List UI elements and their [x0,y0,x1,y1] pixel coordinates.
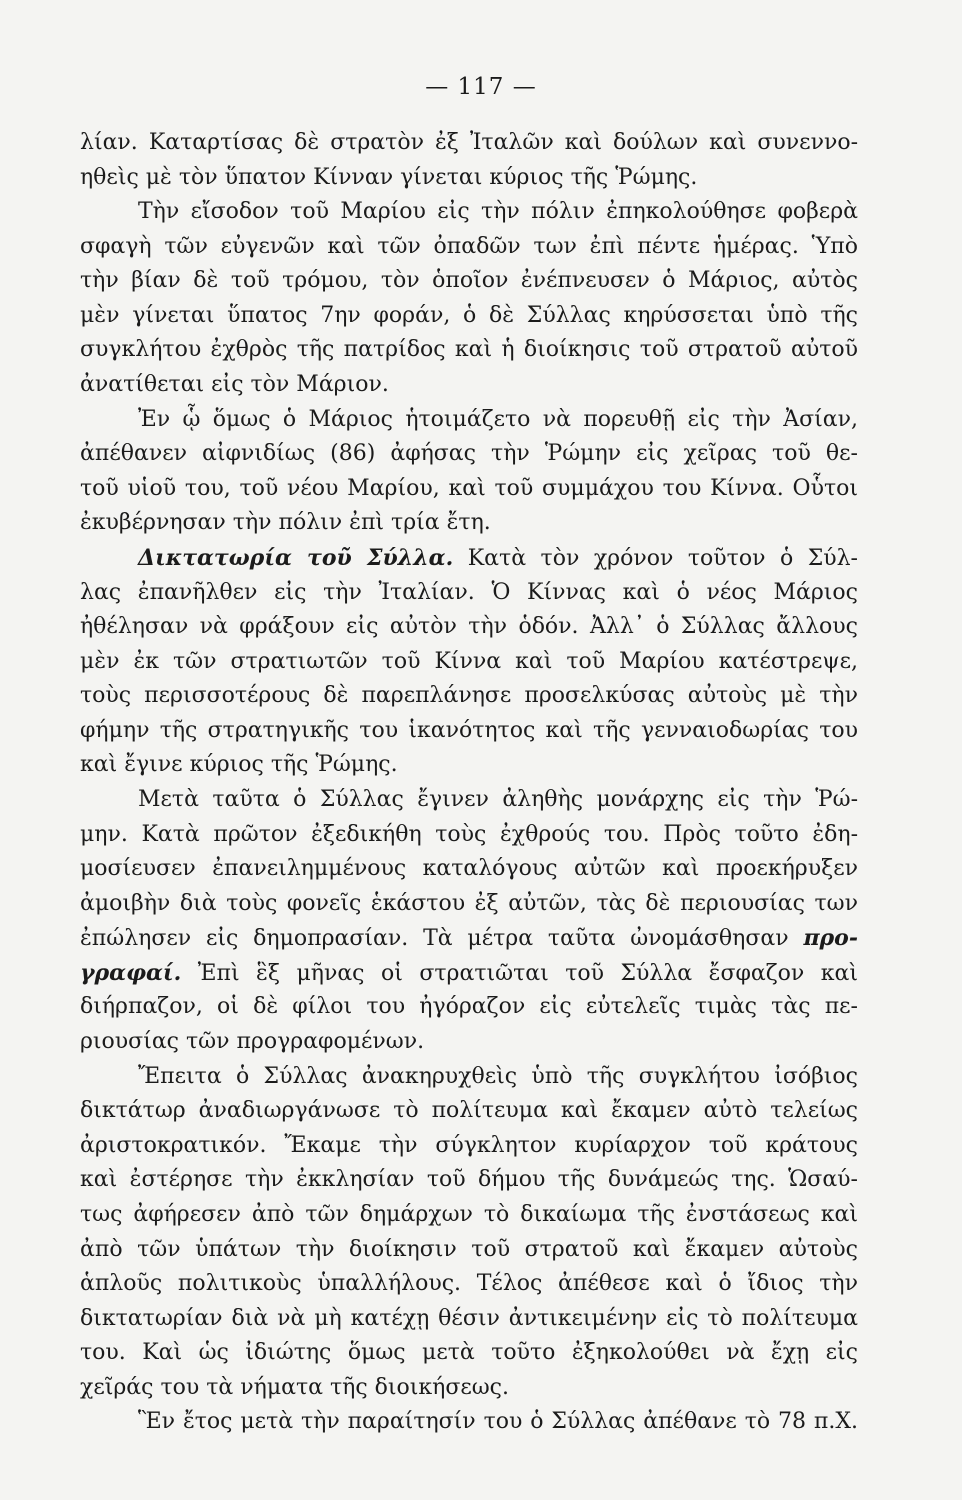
line-text: διήρπαζον, οἱ δὲ φίλοι του ἠγόραζον εἰς εὐτελεῖς τιμὰς τὰς πε- [80,994,858,1020]
text-line [80,368,858,403]
line-text: δικτάτωρ ἀναδιωργάνωσε τὸ πολίτευμα καὶ ἔκαμεν αὐτὸ τελείως [80,1098,858,1124]
text-line [80,1094,858,1129]
line-text: ἐπώλησεν εἰς δημοπρασίαν. Τὰ μέτρα ταῦτα ὠνομάσθησαν [80,926,804,952]
line-text: μὲν γίνεται ὕπατος 7ην φοράν, ὁ δὲ Σύλλας κηρύσσεται ὑπὸ τῆς [80,302,858,328]
text-line [80,1371,858,1406]
text-line [80,1267,858,1302]
line-text: συγκλήτου ἐχθρὸς τῆς πατρίδος καὶ ἡ διοίκησις τοῦ στρατοῦ αὐτοῦ [80,337,858,363]
text-line [80,783,858,818]
text-line [80,1025,858,1060]
line-text: τὴν βίαν δὲ τοῦ τρόμου, τὸν ὁποῖον ἐνέπνευσεν ὁ Μάριος, αὐτὸς [80,268,858,294]
line-text: ἁπλοῦς πολιτικοὺς ὑπαλλήλους. Τέλος ἀπέθεσε καὶ ὁ ἴδιος τὴν [80,1271,858,1297]
text-line [80,1336,858,1371]
text-line [80,230,858,265]
line-text: ἀπέθανεν αἰφνιδίως (86) ἀφήσας τὴν Ῥώμην εἰς χεῖρας τοῦ θε- [80,441,858,467]
text-line [80,1163,858,1198]
text-line [80,852,858,887]
text-line [80,1198,858,1233]
line-text: Ἐπὶ ἓξ μῆνας οἱ στρατιῶται τοῦ Σύλλα ἔσφαζον καὶ [181,960,858,986]
text-line [80,195,858,230]
line-text: χεῖράς του τὰ νήματα τῆς διοικήσεως. [80,1374,509,1400]
line-text: τοὺς περισσοτέρους δὲ παρεπλάνησε προσελκύσας αὐτοὺς μὲ τὴν [80,683,858,709]
line-text: Ἔπειτα ὁ Σύλλας ἀνακηρυχθεὶς ὑπὸ τῆς συγκλήτου ἰσόβιος [138,1063,858,1089]
text-line [80,437,858,472]
line-text: ἐκυβέρνησαν τὴν πόλιν ἐπὶ τρία ἔτη. [80,510,491,536]
text-line [80,541,858,576]
text-line [80,887,858,922]
text-line [80,161,858,196]
line-text: καὶ ἐστέρησε τὴν ἐκκλησίαν τοῦ δήμου τῆς δυνάμεώς της. Ὡσαύ- [80,1167,858,1193]
text-line [80,1129,858,1164]
line-text: μοσίευσεν ἐπανειλημμένους καταλόγους αὐτῶν καὶ προεκήρυξεν [80,856,858,882]
text-line [80,126,858,161]
text-line [80,956,858,991]
body-text [80,126,858,1440]
line-text: τοῦ υἱοῦ του, τοῦ νέου Μαρίου, καὶ τοῦ συμμάχου του Κίννα. Οὗτοι [80,475,858,501]
line-text: ηθεὶς μὲ τὸν ὕπατον Κίνναν γίνεται κύριος τῆς Ῥώμης. [80,164,698,190]
line-text: Μετὰ ταῦτα ὁ Σύλλας ἔγινεν ἀληθὴς μονάρχης εἰς τὴν Ῥώ- [138,786,858,812]
section-heading: Δικτατωρία τοῦ Σύλλα. [138,544,454,571]
line-text: σφαγὴ τῶν εὐγενῶν καὶ τῶν ὀπαδῶν των ἐπὶ πέντε ἡμέρας. Ὑπὸ [80,233,858,259]
text-line [80,714,858,749]
text-line [80,1060,858,1095]
text-line [80,990,858,1025]
line-text: Τὴν εἴσοδον τοῦ Μαρίου εἰς τὴν πόλιν ἐπηκολούθησε φοβερὰ [138,199,858,225]
text-line [80,1302,858,1337]
text-line [80,921,858,956]
text-line [80,1405,858,1440]
line-text: Ἓν ἔτος μετὰ τὴν παραίτησίν του ὁ Σύλλας ἀπέθανε τὸ 78 π.Χ. [138,1409,858,1435]
line-text: ριουσίας τῶν προγραφομένων. [80,1029,425,1055]
text-line [80,748,858,783]
text-line [80,299,858,334]
section-heading: γραφαί. [80,959,182,986]
line-text: λίαν. Καταρτίσας δὲ στρατὸν ἐξ Ἰταλῶν καὶ δούλων καὶ συνεννο- [80,130,858,155]
line-text: λας ἐπανῆλθεν εἰς τὴν Ἰταλίαν. Ὁ Κίννας καὶ ὁ νέος Μάριος [80,579,858,605]
line-text: φήμην τῆς στρατηγικῆς του ἱκανότητος καὶ τῆς γενναιοδωρίας του [80,717,858,743]
line-text: ἀνατίθεται εἰς τὸν Μάριον. [80,372,389,398]
line-text: καὶ ἔγινε κύριος τῆς Ῥώμης. [80,752,398,778]
line-text: μὲν ἐκ τῶν στρατιωτῶν τοῦ Κίννα καὶ τοῦ Μαρίου κατέστρεψε, [80,648,858,674]
line-text: τως ἀφήρεσεν ἀπὸ τῶν δημάρχων τὸ δικαίωμα τῆς ἐνστάσεως καὶ [80,1201,858,1227]
line-text: Κατὰ τὸν χρόνον τοῦτον ὁ Σύλ- [453,545,858,571]
line-text: μην. Κατὰ πρῶτον ἐξεδικήθη τοὺς ἐχθρούς του. Πρὸς τοῦτο ἐδη- [80,821,858,847]
text-line [80,1233,858,1268]
text-line [80,264,858,299]
text-line [80,818,858,853]
text-line [80,472,858,507]
text-line [80,403,858,438]
line-text: ἠθέλησαν νὰ φράξουν εἰς αὐτὸν τὴν ὁδόν. Ἀλλ᾽ ὁ Σύλλας ἄλλους [80,614,858,640]
line-text: του. Καὶ ὡς ἰδιώτης ὅμως μετὰ τοῦτο ἐξηκολούθει νὰ ἔχῃ εἰς [80,1340,858,1366]
line-text: ἀριστοκρατικόν. Ἔκαμε τὴν σύγκλητον κυρίαρχον τοῦ κράτους [80,1132,858,1158]
emphasized-term: προ- [803,925,858,952]
line-text: ἀμοιβὴν διὰ τοὺς φονεῖς ἑκάστου ἐξ αὐτῶν, τὰς δὲ περιουσίας των [80,890,858,916]
page-number: — 117 — [425,74,537,100]
text-line [80,576,858,611]
line-text: ἀπὸ τῶν ὑπάτων τὴν διοίκησιν τοῦ στρατοῦ καὶ ἔκαμεν αὐτοὺς [80,1236,858,1262]
text-line [80,506,858,541]
line-text: Ἐν ᾧ ὅμως ὁ Μάριος ἡτοιμάζετο νὰ πορευθῇ εἰς τὴν Ἀσίαν, [138,406,858,432]
text-line [80,333,858,368]
text-line [80,679,858,714]
line-text: δικτατωρίαν διὰ νὰ μὴ κατέχῃ θέσιν ἀντικειμένην εἰς τὸ πολίτευμα [80,1305,858,1331]
text-line [80,645,858,680]
text-line [80,610,858,645]
